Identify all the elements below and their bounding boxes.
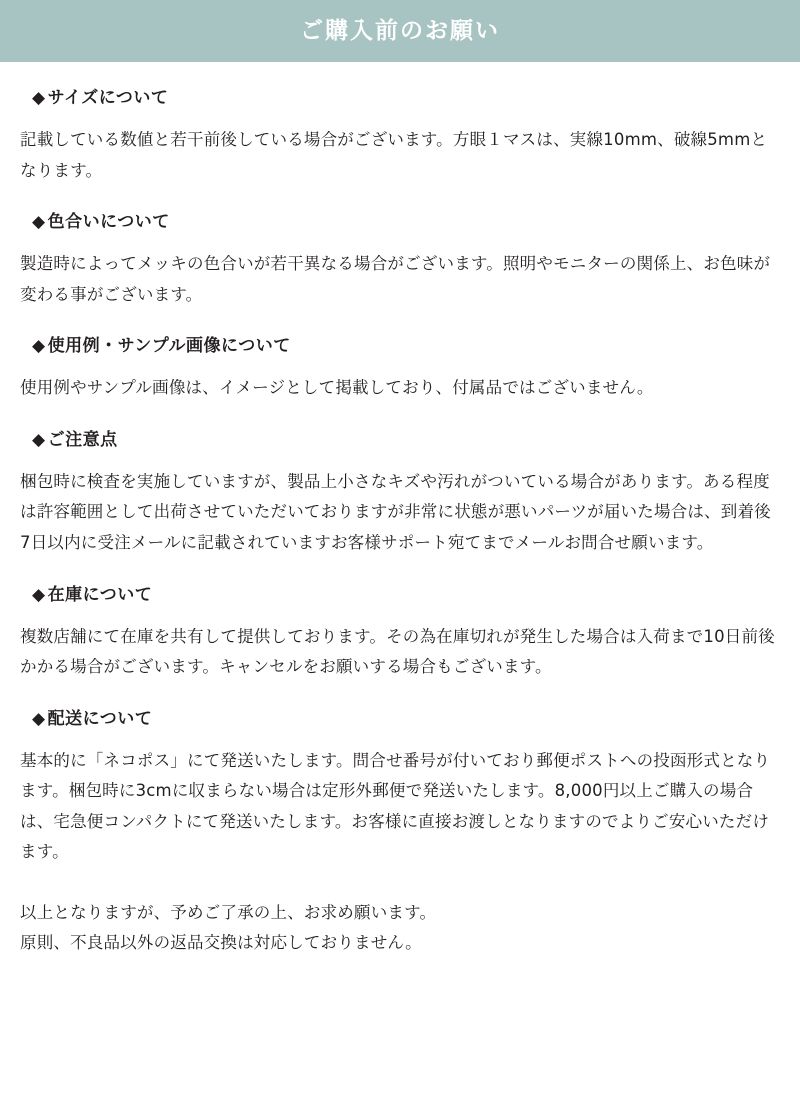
section-size-heading-text: サイズについて: [47, 88, 169, 108]
section-stock: [18, 559, 782, 683]
section-cautions-heading-text: ご注意点: [47, 429, 118, 450]
section-stock-body: 複数店舗にて在庫を共有して提供しております。その為在庫切れが発生した場合は入荷まで10日前後かかる場合がございます。キャンセルをお願いする場合もございます。: [20, 626, 775, 677]
diamond-bullet-icon: ◆: [32, 212, 46, 233]
diamond-bullet-icon: ◆: [32, 429, 46, 450]
section-cautions-heading: [18, 404, 782, 451]
closing-note: [18, 868, 782, 959]
diamond-bullet-icon: ◆: [32, 584, 46, 605]
page-title: ご購入前のお願い: [300, 17, 500, 44]
closing-line-2: 原則、不良品以外の返品交換は対応しておりません。: [20, 933, 422, 953]
section-shipping: [18, 683, 782, 868]
section-color: [18, 186, 782, 310]
section-size: [18, 62, 782, 186]
closing-line-1: 以上となりますが、予めご了承の上、お求め願います。: [20, 902, 437, 922]
section-shipping-heading-text: 配送について: [47, 708, 153, 729]
section-cautions-body: 梱包時に検査を実施していますが、製品上小さなキズや汚れがついている場合があります。ある程度は許容範囲として出荷させていただいておりますが非常に状態が悪いパーツが届いた場合は、到着後7日以内に受注メールに記載されていますお客様サポート宛てまでメールお問合せ願います。: [20, 471, 771, 552]
section-color-heading: [18, 186, 782, 233]
section-color-heading-text: 色合いについて: [47, 212, 170, 233]
section-sample-images-heading-text: 使用例・サンプル画像について: [47, 336, 291, 357]
section-shipping-body: 基本的に「ネコポス」にて発送いたします。問合せ番号が付いており郵便ポストへの投函形式となります。梱包時に3cmに収まらない場合は定形外郵便で発送いたします。8,000円以上ご購入の場合は、宅急便コンパクトにて発送いたします。お客様に直接お渡しとなりますのでよりご安心いただけます。: [20, 750, 771, 862]
diamond-bullet-icon: ◆: [32, 336, 46, 357]
section-sample-images-body: 使用例やサンプル画像は、イメージとして掲載しており、付属品ではございません。: [20, 378, 654, 398]
section-size-body: 記載している数値と若干前後している場合がございます。方眼１マスは、実線10mm、破線5mmとなります。: [20, 130, 768, 180]
page-header: [0, 0, 800, 62]
section-size-heading: [18, 62, 782, 109]
section-color-body: 製造時によってメッキの色合いが若干異なる場合がございます。照明やモニターの関係上、お色味が変わる事がございます。: [20, 254, 771, 304]
content-area: [0, 62, 800, 959]
section-stock-heading: [18, 559, 782, 606]
section-stock-heading-text: 在庫について: [47, 584, 153, 605]
section-sample-images: [18, 310, 782, 404]
diamond-bullet-icon: ◆: [32, 708, 46, 729]
section-sample-images-heading: [18, 310, 782, 357]
diamond-bullet-icon: ◆: [32, 88, 46, 108]
section-shipping-heading: [18, 683, 782, 730]
section-cautions: [18, 404, 782, 559]
